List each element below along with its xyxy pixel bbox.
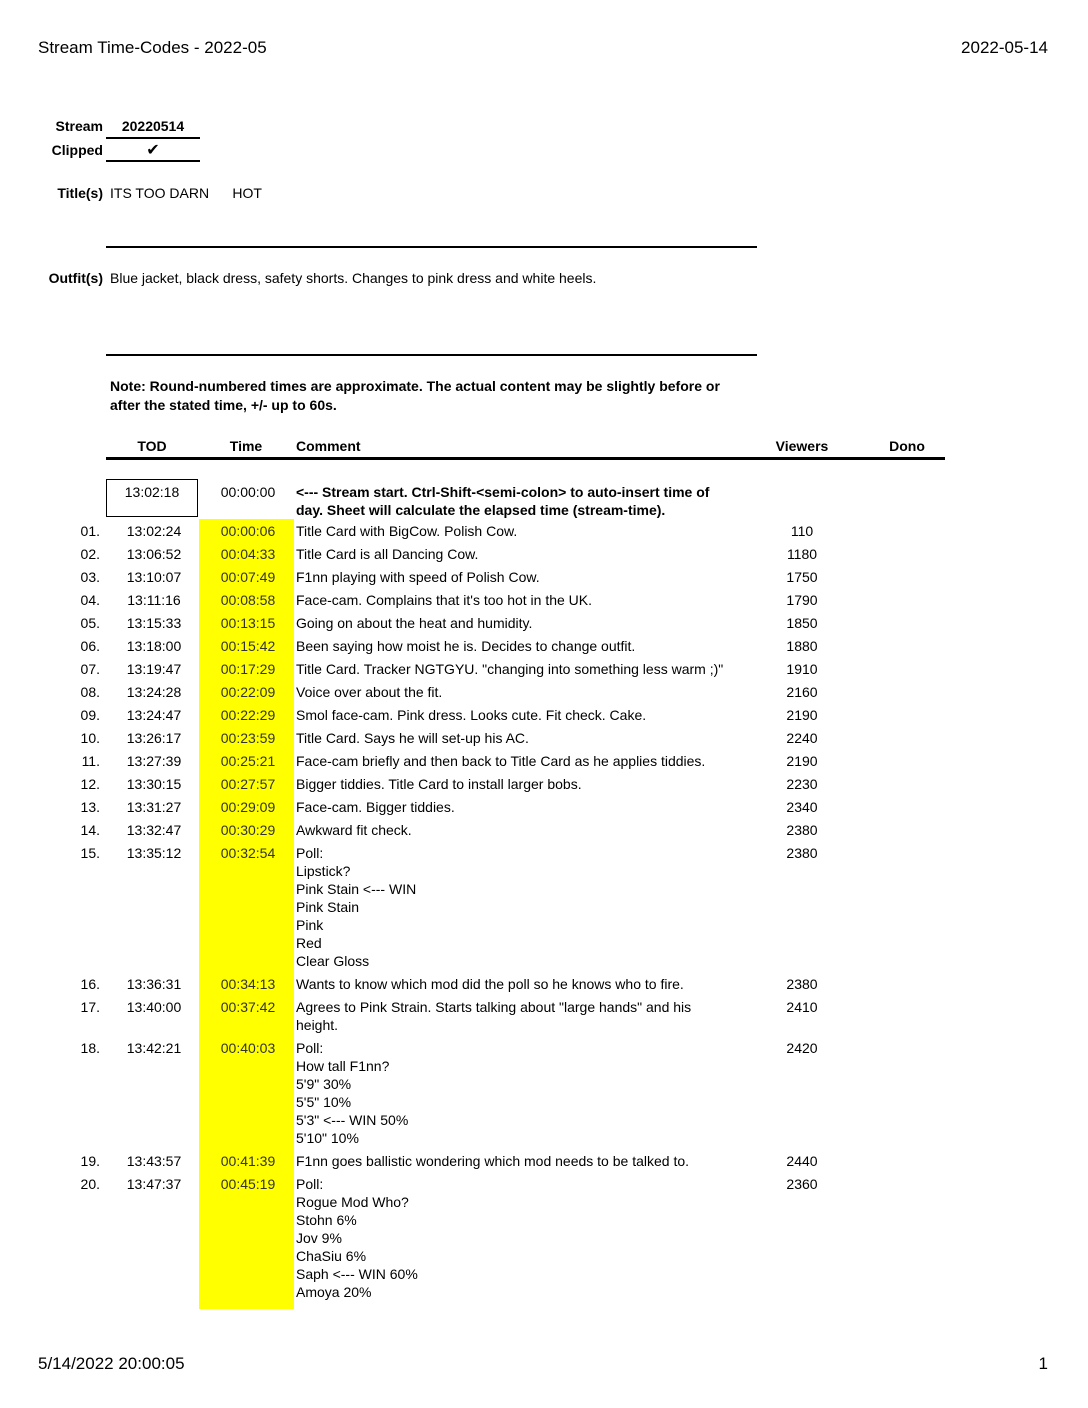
col-header-viewers: Viewers [775,438,829,454]
row-viewers: 2420 [786,1040,818,1056]
row-number: 14. [80,822,100,838]
row-tod: 13:19:47 [126,661,182,677]
row-comment: F1nn playing with speed of Polish Cow. [296,569,540,585]
row-number: 15. [80,845,100,861]
row-tod: 13:32:47 [126,822,182,838]
row-tod: 13:15:33 [126,615,182,631]
row-viewers: 2160 [786,684,818,700]
row-number: 16. [80,976,100,992]
row-viewers: 1750 [786,569,818,585]
row-time: 00:13:15 [220,615,276,631]
row-number: 20. [80,1176,100,1192]
row-tod: 13:24:47 [126,707,182,723]
row-comment: Title Card. Tracker NGTGYU. "changing into something less warm ;)" [296,661,724,677]
row-comment: Awkward fit check. [296,822,412,838]
row-time: 00:17:29 [220,661,276,677]
row-time: 00:40:03 [220,1040,276,1056]
start-time: 00:00:00 [220,484,276,500]
row-tod: 13:10:07 [126,569,182,585]
row-tod: 13:26:17 [126,730,182,746]
row-comment: Poll: Lipstick? Pink Stain <--- WIN Pink Stain Pink Red Clear Gloss [296,845,417,969]
row-viewers: 2240 [786,730,818,746]
row-number: 12. [80,776,100,792]
outfits-label: Outfit(s) [48,270,103,286]
row-viewers: 2360 [786,1176,818,1192]
row-tod: 13:30:15 [126,776,182,792]
row-time: 00:30:29 [220,822,276,838]
row-number: 06. [80,638,100,654]
row-viewers: 1880 [786,638,818,654]
titles-value: ITS TOO DARN HOT [110,185,262,201]
row-comment: Voice over about the fit. [296,684,443,700]
stream-value: 20220514 [121,118,185,134]
row-tod: 13:43:57 [126,1153,182,1169]
row-time: 00:25:21 [220,753,276,769]
row-comment: Face-cam briefly and then back to Title Card as he applies tiddies. [296,753,706,769]
row-viewers: 1180 [786,546,818,562]
row-tod: 13:27:39 [126,753,182,769]
row-number: 02. [80,546,100,562]
row-viewers: 2380 [786,822,818,838]
clipped-label: Clipped [51,142,103,158]
row-number: 11. [81,753,100,769]
start-tod: 13:02:18 [124,484,180,500]
row-tod: 13:42:21 [126,1040,182,1056]
row-viewers: 2340 [786,799,818,815]
row-comment: Poll: Rogue Mod Who? Stohn 6% Jov 9% ChaSiu 6% Saph <--- WIN 60% Amoya 20% [296,1176,418,1300]
col-header-tod: TOD [137,438,167,454]
page-number: 1 [1038,1354,1048,1373]
row-viewers: 1790 [786,592,818,608]
row-viewers: 110 [790,523,814,539]
approx-note: Note: Round-numbered times are approximate. The actual content may be slightly before or after the stated time, +/- up to 60s. [110,378,720,413]
row-comment: Title Card. Says he will set-up his AC. [296,730,529,746]
row-tod: 13:31:27 [126,799,182,815]
row-viewers: 2410 [786,999,818,1015]
row-time: 00:15:42 [220,638,276,654]
row-comment: F1nn goes ballistic wondering which mod needs to be talked to. [296,1153,690,1169]
row-comment: Agrees to Pink Strain. Starts talking about "large hands" and his height. [296,999,692,1033]
row-tod: 13:40:00 [126,999,182,1015]
row-number: 10. [80,730,100,746]
row-number: 09. [80,707,100,723]
row-time: 00:22:29 [220,707,276,723]
row-number: 03. [80,569,100,585]
row-comment: Poll: How tall F1nn? 5'9" 30% 5'5" 10% 5'3" <--- WIN 50% 5'10" 10% [296,1040,409,1146]
row-comment: Bigger tiddies. Title Card to install larger bobs. [296,776,582,792]
row-tod: 13:06:52 [126,546,182,562]
row-viewers: 2440 [786,1153,818,1169]
row-comment: Smol face-cam. Pink dress. Looks cute. Fit check. Cake. [296,707,647,723]
row-tod: 13:11:16 [127,592,181,608]
row-comment: Title Card with BigCow. Polish Cow. [296,523,518,539]
row-time: 00:04:33 [220,546,276,562]
row-comment: Been saying how moist he is. Decides to change outfit. [296,638,636,654]
row-comment: Going on about the heat and humidity. [296,615,533,631]
row-time: 00:34:13 [220,976,276,992]
outfits-value: Blue jacket, black dress, safety shorts. Changes to pink dress and white heels. [110,270,597,286]
row-number: 04. [80,592,100,608]
row-comment: Wants to know which mod did the poll so he knows who to fire. [296,976,684,992]
titles-label: Title(s) [57,185,103,201]
row-time: 00:23:59 [220,730,276,746]
row-number: 13. [80,799,100,815]
clipped-check-icon: ✔ [146,142,160,159]
row-time: 00:07:49 [220,569,276,585]
col-header-time: Time [229,438,263,454]
row-number: 01. [80,523,100,539]
row-tod: 13:18:00 [126,638,182,654]
row-tod: 13:35:12 [126,845,182,861]
row-comment: Title Card is all Dancing Cow. [296,546,479,562]
row-viewers: 2230 [786,776,818,792]
row-time: 00:27:57 [220,776,276,792]
row-viewers: 2380 [786,976,818,992]
row-time: 00:00:06 [220,523,276,539]
row-viewers: 2190 [786,753,818,769]
row-number: 08. [80,684,100,700]
row-number: 18. [80,1040,100,1056]
col-header-comment: Comment [296,438,361,454]
stream-label: Stream [55,118,103,134]
row-viewers: 1910 [786,661,818,677]
row-comment: Face-cam. Complains that it's too hot in the UK. [296,592,593,608]
row-time: 00:29:09 [220,799,276,815]
row-time: 00:41:39 [220,1153,276,1169]
footer-timestamp: 5/14/2022 20:00:05 [38,1354,185,1373]
row-time: 00:22:09 [220,684,276,700]
row-time: 00:45:19 [220,1176,276,1192]
row-tod: 13:02:24 [126,523,182,539]
row-tod: 13:36:31 [126,976,182,992]
row-time: 00:08:58 [220,592,276,608]
row-number: 07. [80,661,100,677]
col-header-dono: Dono [889,438,925,454]
row-number: 05. [80,615,100,631]
header-date: 2022-05-14 [961,38,1048,57]
start-comment: <--- Stream start. Ctrl-Shift-<semi-colon> to auto-insert time of day. Sheet will calculate the elapsed time (stream-time). [296,484,710,518]
row-time: 00:37:42 [220,999,276,1015]
row-time: 00:32:54 [220,845,276,861]
row-tod: 13:24:28 [126,684,182,700]
row-viewers: 1850 [786,615,818,631]
row-number: 17. [80,999,100,1015]
page-title: Stream Time-Codes - 2022-05 [38,38,267,57]
row-viewers: 2380 [786,845,818,861]
row-comment: Face-cam. Bigger tiddies. [296,799,455,815]
row-number: 19. [80,1153,100,1169]
row-tod: 13:47:37 [126,1176,182,1192]
row-viewers: 2190 [786,707,818,723]
